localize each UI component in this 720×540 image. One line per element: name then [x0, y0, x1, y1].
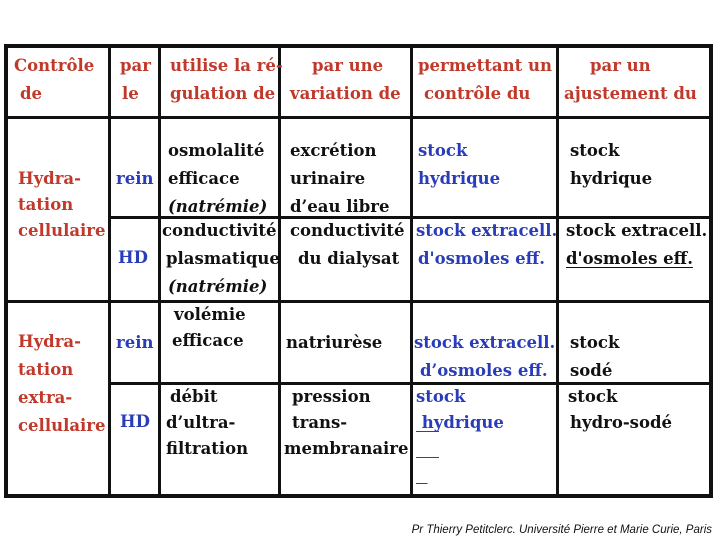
agent-hd-cellular: HD	[118, 248, 148, 267]
col-divider-5	[556, 48, 559, 494]
agent-hd-extracellular: HD	[120, 412, 150, 431]
footer-credit: Pr Thierry Petitclerc. Université Pierre et Marie Curie, Paris	[411, 524, 712, 536]
col-divider-4	[410, 46, 413, 496]
col-divider-2	[158, 48, 161, 494]
slide: Contrôle de par le utilise la ré- gulation de par une variation de permettant un contrôle du par un ajustement du Hydra- tation cellulaire rein osmolalité efficace (natrémie) excrétion urinaire d’eau libre stock hydrique stock hydrique HD conductivité plasmatique (natrémie) conductivité du dialysat stock extracell. d'osmoles eff. stock extracell. d'osmoles eff. Hydra- tation extra- cellulaire rein volémie efficace natriurèse stock extracell. d’osmoles eff. stock sodé HD débit d’ultra- filtration pression trans- membranaire stock hydrique stock hydro-sodé Pr Thierry Petitclerc. Université Pierre et Marie Curie, Paris	[0, 0, 720, 540]
agent-rein-cellular: rein	[116, 169, 154, 188]
col-divider-1	[108, 48, 111, 494]
control-stock-hydrique-hd: stock hydrique	[416, 387, 504, 432]
header-divider	[8, 116, 710, 119]
section-divider	[8, 300, 710, 303]
variation-natriurese: natriurèse	[286, 333, 383, 352]
agent-rein-extracellular: rein	[116, 333, 154, 352]
